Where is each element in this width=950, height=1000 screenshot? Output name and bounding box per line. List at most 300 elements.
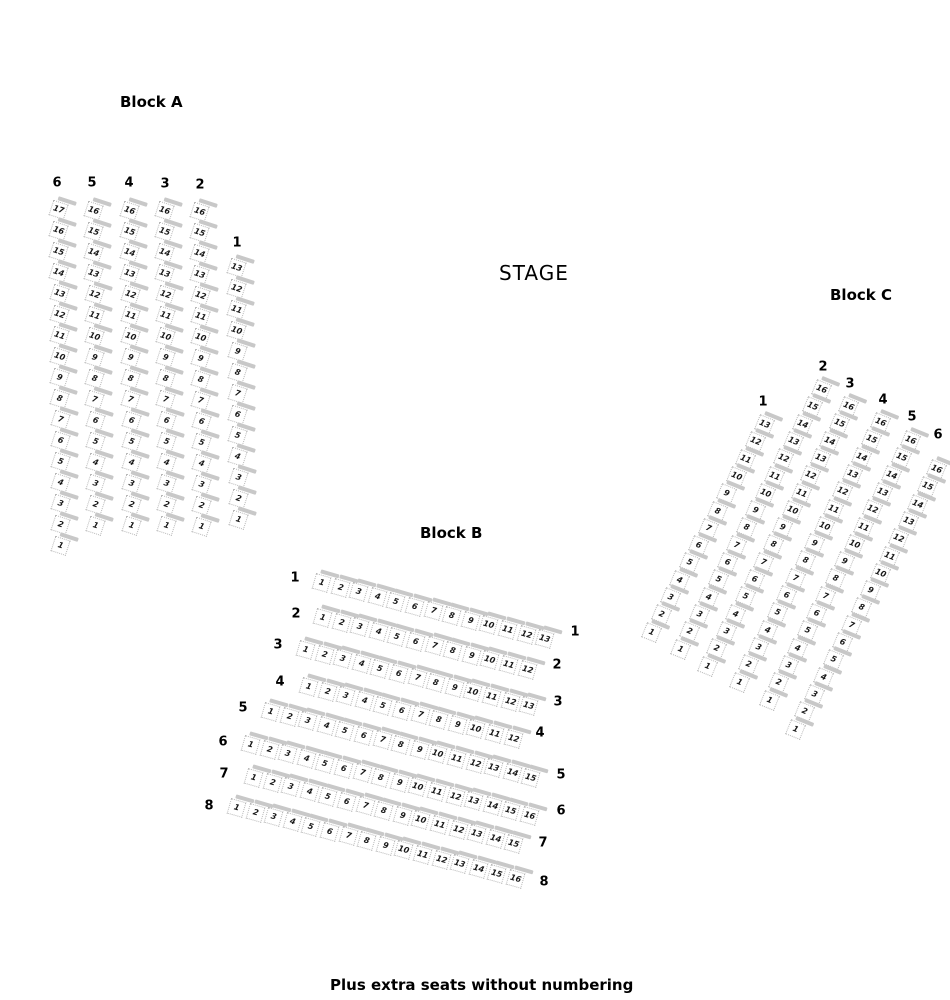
- seat[interactable]: [121, 511, 150, 539]
- seat-number: 13: [84, 264, 104, 284]
- seat-number: 13: [484, 758, 504, 778]
- seat-number: 4: [299, 782, 319, 802]
- row-label-right: 7: [538, 835, 548, 851]
- seat-number: 8: [825, 569, 846, 590]
- seat-number: 11: [823, 499, 844, 520]
- seat-number: 13: [872, 482, 893, 503]
- seat-number: 13: [842, 464, 863, 485]
- seat-number: 5: [50, 452, 70, 472]
- seat-number: 5: [767, 602, 788, 623]
- seat[interactable]: [505, 864, 533, 891]
- seat-number: 10: [814, 516, 835, 537]
- seat-number: 9: [85, 348, 105, 368]
- seat-number: 8: [156, 369, 176, 389]
- row-label: 2: [291, 606, 301, 622]
- seat-number: 2: [192, 496, 212, 516]
- seat-number: 6: [806, 603, 827, 624]
- seat-number: 10: [844, 534, 865, 555]
- seat-number: 11: [482, 687, 502, 707]
- seat-number: 12: [517, 660, 537, 680]
- row-label: 1: [232, 235, 242, 251]
- seat-number: 7: [338, 826, 358, 846]
- seat[interactable]: [521, 763, 549, 790]
- seat-number: 4: [725, 604, 746, 625]
- block-c-title: Block C: [830, 286, 892, 304]
- seat-number: 1: [227, 798, 247, 818]
- row-label: 5: [238, 700, 248, 716]
- row-label: 6: [218, 734, 228, 750]
- seat-number: 11: [879, 546, 900, 567]
- seat-number: 1: [299, 677, 319, 697]
- seat-number: 6: [85, 411, 105, 431]
- seat-number: 11: [430, 815, 450, 835]
- row-label: 2: [195, 177, 205, 193]
- seat[interactable]: [156, 511, 185, 539]
- seat-number: 2: [245, 803, 265, 823]
- seat-number: 6: [406, 632, 426, 652]
- seat-number: 2: [157, 495, 177, 515]
- seat-number: 10: [190, 328, 210, 348]
- seat-number: 3: [121, 474, 141, 494]
- seat-number: 6: [389, 664, 409, 684]
- row-label: 4: [275, 674, 285, 690]
- seat-number: 13: [810, 448, 831, 469]
- seat-number: 15: [521, 768, 541, 788]
- seat-number: 15: [861, 429, 882, 450]
- seat-number: 10: [726, 466, 747, 487]
- row-label-right: 4: [535, 725, 545, 741]
- seat-number: 12: [800, 465, 821, 486]
- seat-number: 5: [679, 553, 700, 574]
- seat-number: 7: [698, 518, 719, 539]
- seat-number: 10: [463, 682, 483, 702]
- seat-number: 6: [191, 412, 211, 432]
- seat-number: 3: [85, 474, 105, 494]
- seat-number: 12: [155, 285, 175, 305]
- seat-number: 3: [51, 494, 71, 514]
- seat-number: 3: [778, 655, 799, 676]
- seat-number: 1: [51, 536, 71, 556]
- row-label: 2: [818, 359, 828, 375]
- seat-number: 1: [157, 516, 177, 536]
- seat-number: 5: [191, 433, 211, 453]
- seat-number: 10: [394, 840, 414, 860]
- seat-number: 11: [190, 307, 210, 327]
- seat-number: 5: [301, 817, 321, 837]
- seat-number: 7: [841, 615, 862, 636]
- seat-number: 5: [708, 569, 729, 590]
- seat-number: 5: [315, 754, 335, 774]
- seat-number: 3: [689, 604, 710, 625]
- seat-number: 4: [316, 716, 336, 736]
- seat-number: 12: [227, 279, 247, 299]
- seat-number: 2: [314, 645, 334, 665]
- seat-number: 6: [354, 726, 374, 746]
- row-label: 6: [52, 175, 62, 191]
- seat-number: 2: [330, 578, 350, 598]
- seat-number: 9: [389, 773, 409, 793]
- seat-number: 9: [860, 580, 881, 601]
- row-label: 1: [290, 570, 300, 586]
- seat-number: 9: [191, 349, 211, 369]
- seat-number: 7: [815, 586, 836, 607]
- seat[interactable]: [519, 692, 547, 719]
- seat-number: 16: [154, 201, 174, 221]
- seat-number: 1: [244, 768, 264, 788]
- row-label-right: 2: [552, 657, 562, 673]
- seat-number: 14: [468, 859, 488, 879]
- seat-number: 3: [350, 617, 370, 637]
- seat-number: 11: [447, 749, 467, 769]
- seat-number: 13: [450, 854, 470, 874]
- seat-number: 2: [279, 707, 299, 727]
- seat-number: 4: [354, 691, 374, 711]
- seat-number: 4: [156, 453, 176, 473]
- seat-number: 10: [408, 777, 428, 797]
- seat-number: 13: [120, 264, 140, 284]
- seat-number: 14: [881, 465, 902, 486]
- seat-number: 7: [753, 552, 774, 573]
- seat-number: 4: [698, 587, 719, 608]
- seat-number: 14: [792, 414, 813, 435]
- seat-number: 9: [227, 342, 247, 362]
- seat-number: 11: [499, 655, 519, 675]
- seat-number: 8: [391, 735, 411, 755]
- seat-number: 12: [500, 692, 520, 712]
- seat-number: 10: [428, 744, 448, 764]
- seat-number: 9: [50, 368, 70, 388]
- seat-number: 11: [498, 620, 518, 640]
- seat-number: 3: [281, 777, 301, 797]
- seat-number: 11: [49, 326, 69, 346]
- seat-number: 5: [373, 696, 393, 716]
- seat-number: 10: [84, 327, 104, 347]
- seat-number: 3: [748, 637, 769, 658]
- seat-number: 3: [660, 587, 681, 608]
- seat-number: 1: [86, 516, 106, 536]
- seat-number: 5: [85, 432, 105, 452]
- seat[interactable]: [504, 829, 532, 856]
- seat-number: 6: [717, 552, 738, 573]
- seat-number: 4: [367, 587, 387, 607]
- seat-number: 9: [409, 740, 429, 760]
- seat-number: 11: [485, 724, 505, 744]
- row-label: 6: [933, 427, 943, 443]
- seat-number: 4: [228, 447, 248, 467]
- seat-number: 9: [156, 348, 176, 368]
- seat[interactable]: [228, 505, 257, 533]
- seat-number: 16: [506, 869, 526, 889]
- block-a-title: Block A: [120, 93, 183, 111]
- seat-number: 11: [791, 483, 812, 504]
- seat-number: 10: [480, 650, 500, 670]
- seat-number: 15: [802, 396, 823, 417]
- seat-number: 5: [121, 432, 141, 452]
- seat-number: 15: [501, 801, 521, 821]
- seat-number: 1: [228, 510, 248, 530]
- seat-number: 16: [83, 201, 103, 221]
- seat-number: 7: [121, 390, 141, 410]
- seat-number: 7: [191, 391, 211, 411]
- seat-number: 6: [121, 411, 141, 431]
- seat-number: 14: [819, 431, 840, 452]
- seat-number: 14: [84, 243, 104, 263]
- seat[interactable]: [519, 801, 547, 828]
- row-label: 7: [219, 766, 229, 782]
- seat-number: 4: [757, 620, 778, 641]
- seat-number: 8: [191, 370, 211, 390]
- seat-number: 11: [853, 517, 874, 538]
- seat-number: 8: [707, 501, 728, 522]
- seat-number: 11: [735, 449, 756, 470]
- seat-number: 1: [312, 573, 332, 593]
- seat[interactable]: [51, 531, 80, 559]
- seat-number: 11: [413, 845, 433, 865]
- seat-number: 14: [485, 829, 505, 849]
- seat-number: 16: [520, 806, 540, 826]
- seat-number: 2: [706, 638, 727, 659]
- seat-number: 6: [405, 597, 425, 617]
- seat-number: 4: [669, 570, 690, 591]
- seat-number: 10: [120, 327, 140, 347]
- seat-number: 3: [264, 807, 284, 827]
- seat-number: 12: [745, 431, 766, 452]
- seat-number: 2: [228, 489, 248, 509]
- seat-number: 6: [688, 535, 709, 556]
- seat-number: 1: [670, 639, 691, 660]
- seat-number: 15: [155, 222, 175, 242]
- seat-number: 4: [191, 454, 211, 474]
- seat-number: 6: [832, 632, 853, 653]
- seat-number: 3: [336, 686, 356, 706]
- seat-number: 16: [900, 430, 921, 451]
- seat-number: 10: [479, 615, 499, 635]
- row-label: 8: [204, 798, 214, 814]
- seat[interactable]: [85, 511, 114, 539]
- seat-number: 2: [259, 740, 279, 760]
- seat-number: 7: [372, 730, 392, 750]
- seat-number: 8: [442, 606, 462, 626]
- seat-number: 6: [337, 792, 357, 812]
- seat-number: 13: [155, 264, 175, 284]
- seat-number: 7: [355, 796, 375, 816]
- seat-number: 1: [641, 622, 662, 643]
- seat-number: 12: [465, 754, 485, 774]
- seat-number: 15: [504, 834, 524, 854]
- seat-number: 10: [466, 719, 486, 739]
- seat-number: 17: [48, 200, 68, 220]
- seat-number: 6: [156, 411, 176, 431]
- seat-number: 9: [804, 533, 825, 554]
- seat-number: 4: [282, 812, 302, 832]
- seat-number: 14: [190, 244, 210, 264]
- seat-number: 10: [782, 500, 803, 521]
- seat-number: 6: [744, 569, 765, 590]
- seat-number: 12: [862, 499, 883, 520]
- seat-number: 6: [334, 759, 354, 779]
- seat-number: 13: [754, 414, 775, 435]
- seat-number: 13: [49, 284, 69, 304]
- seat-number: 7: [227, 384, 247, 404]
- seat-number: 8: [426, 673, 446, 693]
- row-label: 3: [160, 176, 170, 192]
- seat-number: 8: [50, 389, 70, 409]
- seat-number: 16: [838, 396, 859, 417]
- row-label-right: 6: [556, 803, 566, 819]
- seat-number: 4: [296, 749, 316, 769]
- row-label: 4: [878, 392, 888, 408]
- seat-number: 16: [189, 202, 209, 222]
- seat-number: 12: [445, 787, 465, 807]
- seat-number: 12: [503, 729, 523, 749]
- seat-number: 9: [121, 348, 141, 368]
- seat-number: 5: [387, 627, 407, 647]
- seat-number: 5: [335, 721, 355, 741]
- seat-number: 8: [851, 598, 872, 619]
- seat-number: 8: [374, 801, 394, 821]
- seat-number: 4: [50, 473, 70, 493]
- seat-number: 14: [120, 243, 140, 263]
- seat-number: 9: [444, 678, 464, 698]
- seat-number: 12: [84, 285, 104, 305]
- seat-number: 15: [190, 223, 210, 243]
- seat-number: 12: [888, 528, 909, 549]
- seat-number: 3: [349, 582, 369, 602]
- seat-number: 2: [262, 773, 282, 793]
- seat-number: 16: [926, 459, 947, 480]
- seat-number: 12: [431, 850, 451, 870]
- seat-number: 7: [85, 390, 105, 410]
- seat-number: 12: [49, 305, 69, 325]
- seat-number: 9: [745, 500, 766, 521]
- seat-number: 5: [318, 787, 338, 807]
- stage-label: STAGE: [499, 261, 569, 285]
- seat-number: 6: [50, 431, 70, 451]
- seat-number: 1: [729, 672, 750, 693]
- seat-number: 9: [461, 646, 481, 666]
- seat-number: 15: [487, 864, 507, 884]
- seat-number: 7: [156, 390, 176, 410]
- seat-number: 10: [755, 483, 776, 504]
- seat-number: 9: [392, 806, 412, 826]
- seat-number: 13: [467, 824, 487, 844]
- seat-number: 9: [834, 551, 855, 572]
- seat-number: 2: [794, 701, 815, 722]
- seat-number: 5: [386, 592, 406, 612]
- seat-number: 2: [86, 495, 106, 515]
- seat-number: 11: [427, 782, 447, 802]
- seat-number: 8: [443, 641, 463, 661]
- seat-number: 6: [392, 701, 412, 721]
- seat-number: 16: [870, 412, 891, 433]
- seat-number: 15: [829, 413, 850, 434]
- seat-number: 10: [227, 321, 247, 341]
- seat-number: 12: [773, 448, 794, 469]
- seat-number: 8: [795, 551, 816, 572]
- seat-number: 9: [716, 483, 737, 504]
- seat-number: 8: [121, 369, 141, 389]
- seat-number: 1: [697, 656, 718, 677]
- seat-number: 14: [502, 763, 522, 783]
- seat-number: 9: [447, 715, 467, 735]
- row-label: 3: [273, 637, 283, 653]
- row-label: 4: [124, 175, 134, 191]
- seat-number: 12: [516, 625, 536, 645]
- seat-number: 11: [120, 306, 140, 326]
- seat-number: 6: [228, 405, 248, 425]
- seat-number: 8: [763, 535, 784, 556]
- seat-number: 13: [226, 258, 246, 278]
- seat-number: 2: [738, 654, 759, 675]
- seat-number: 4: [121, 453, 141, 473]
- seat-number: 2: [679, 621, 700, 642]
- seat-number: 3: [716, 621, 737, 642]
- seat-number: 2: [768, 672, 789, 693]
- seat-number: 6: [320, 822, 340, 842]
- block-b-title: Block B: [420, 524, 483, 542]
- row-label-right: 8: [539, 874, 549, 890]
- seat-number: 4: [368, 622, 388, 642]
- seat-number: 15: [917, 476, 938, 497]
- seat-number: 7: [424, 636, 444, 656]
- seat[interactable]: [517, 655, 545, 682]
- seat-number: 16: [119, 201, 139, 221]
- seat-number: 7: [785, 568, 806, 589]
- row-label-right: 3: [553, 694, 563, 710]
- seat-number: 10: [870, 563, 891, 584]
- seat-number: 5: [823, 649, 844, 670]
- seat-number: 7: [352, 763, 372, 783]
- seat-number: 9: [460, 611, 480, 631]
- seat-number: 3: [278, 744, 298, 764]
- seat-number: 14: [851, 447, 872, 468]
- seat-number: 8: [357, 831, 377, 851]
- seat-number: 13: [519, 696, 539, 716]
- seat-number: 4: [351, 654, 371, 674]
- seat-number: 16: [811, 379, 832, 400]
- seat-number: 12: [832, 481, 853, 502]
- seat-number: 12: [120, 285, 140, 305]
- seat-number: 3: [804, 684, 825, 705]
- seat-number: 8: [371, 768, 391, 788]
- seat-number: 2: [651, 604, 672, 625]
- row-label-right: 5: [556, 767, 566, 783]
- seat-number: 14: [907, 494, 928, 515]
- seat-number: 3: [228, 468, 248, 488]
- seat-number: 1: [313, 608, 333, 628]
- seat-number: 7: [726, 535, 747, 556]
- footer-note: Plus extra seats without numbering: [330, 976, 634, 994]
- seat-number: 8: [429, 710, 449, 730]
- seat-number: 5: [156, 432, 176, 452]
- seat-number: 9: [375, 836, 395, 856]
- seat-number: 5: [228, 426, 248, 446]
- seat-number: 5: [370, 659, 390, 679]
- seat-number: 1: [785, 719, 806, 740]
- seat[interactable]: [535, 625, 563, 652]
- seat-number: 4: [787, 638, 808, 659]
- seat-number: 3: [298, 711, 318, 731]
- seat-number: 10: [50, 347, 70, 367]
- seat-number: 8: [736, 518, 757, 539]
- seat-number: 4: [85, 453, 105, 473]
- seat[interactable]: [503, 724, 531, 751]
- seat-number: 1: [759, 690, 780, 711]
- seat[interactable]: [191, 512, 220, 540]
- seat-number: 15: [84, 222, 104, 242]
- seat-number: 1: [122, 516, 142, 536]
- row-label: 3: [845, 376, 855, 392]
